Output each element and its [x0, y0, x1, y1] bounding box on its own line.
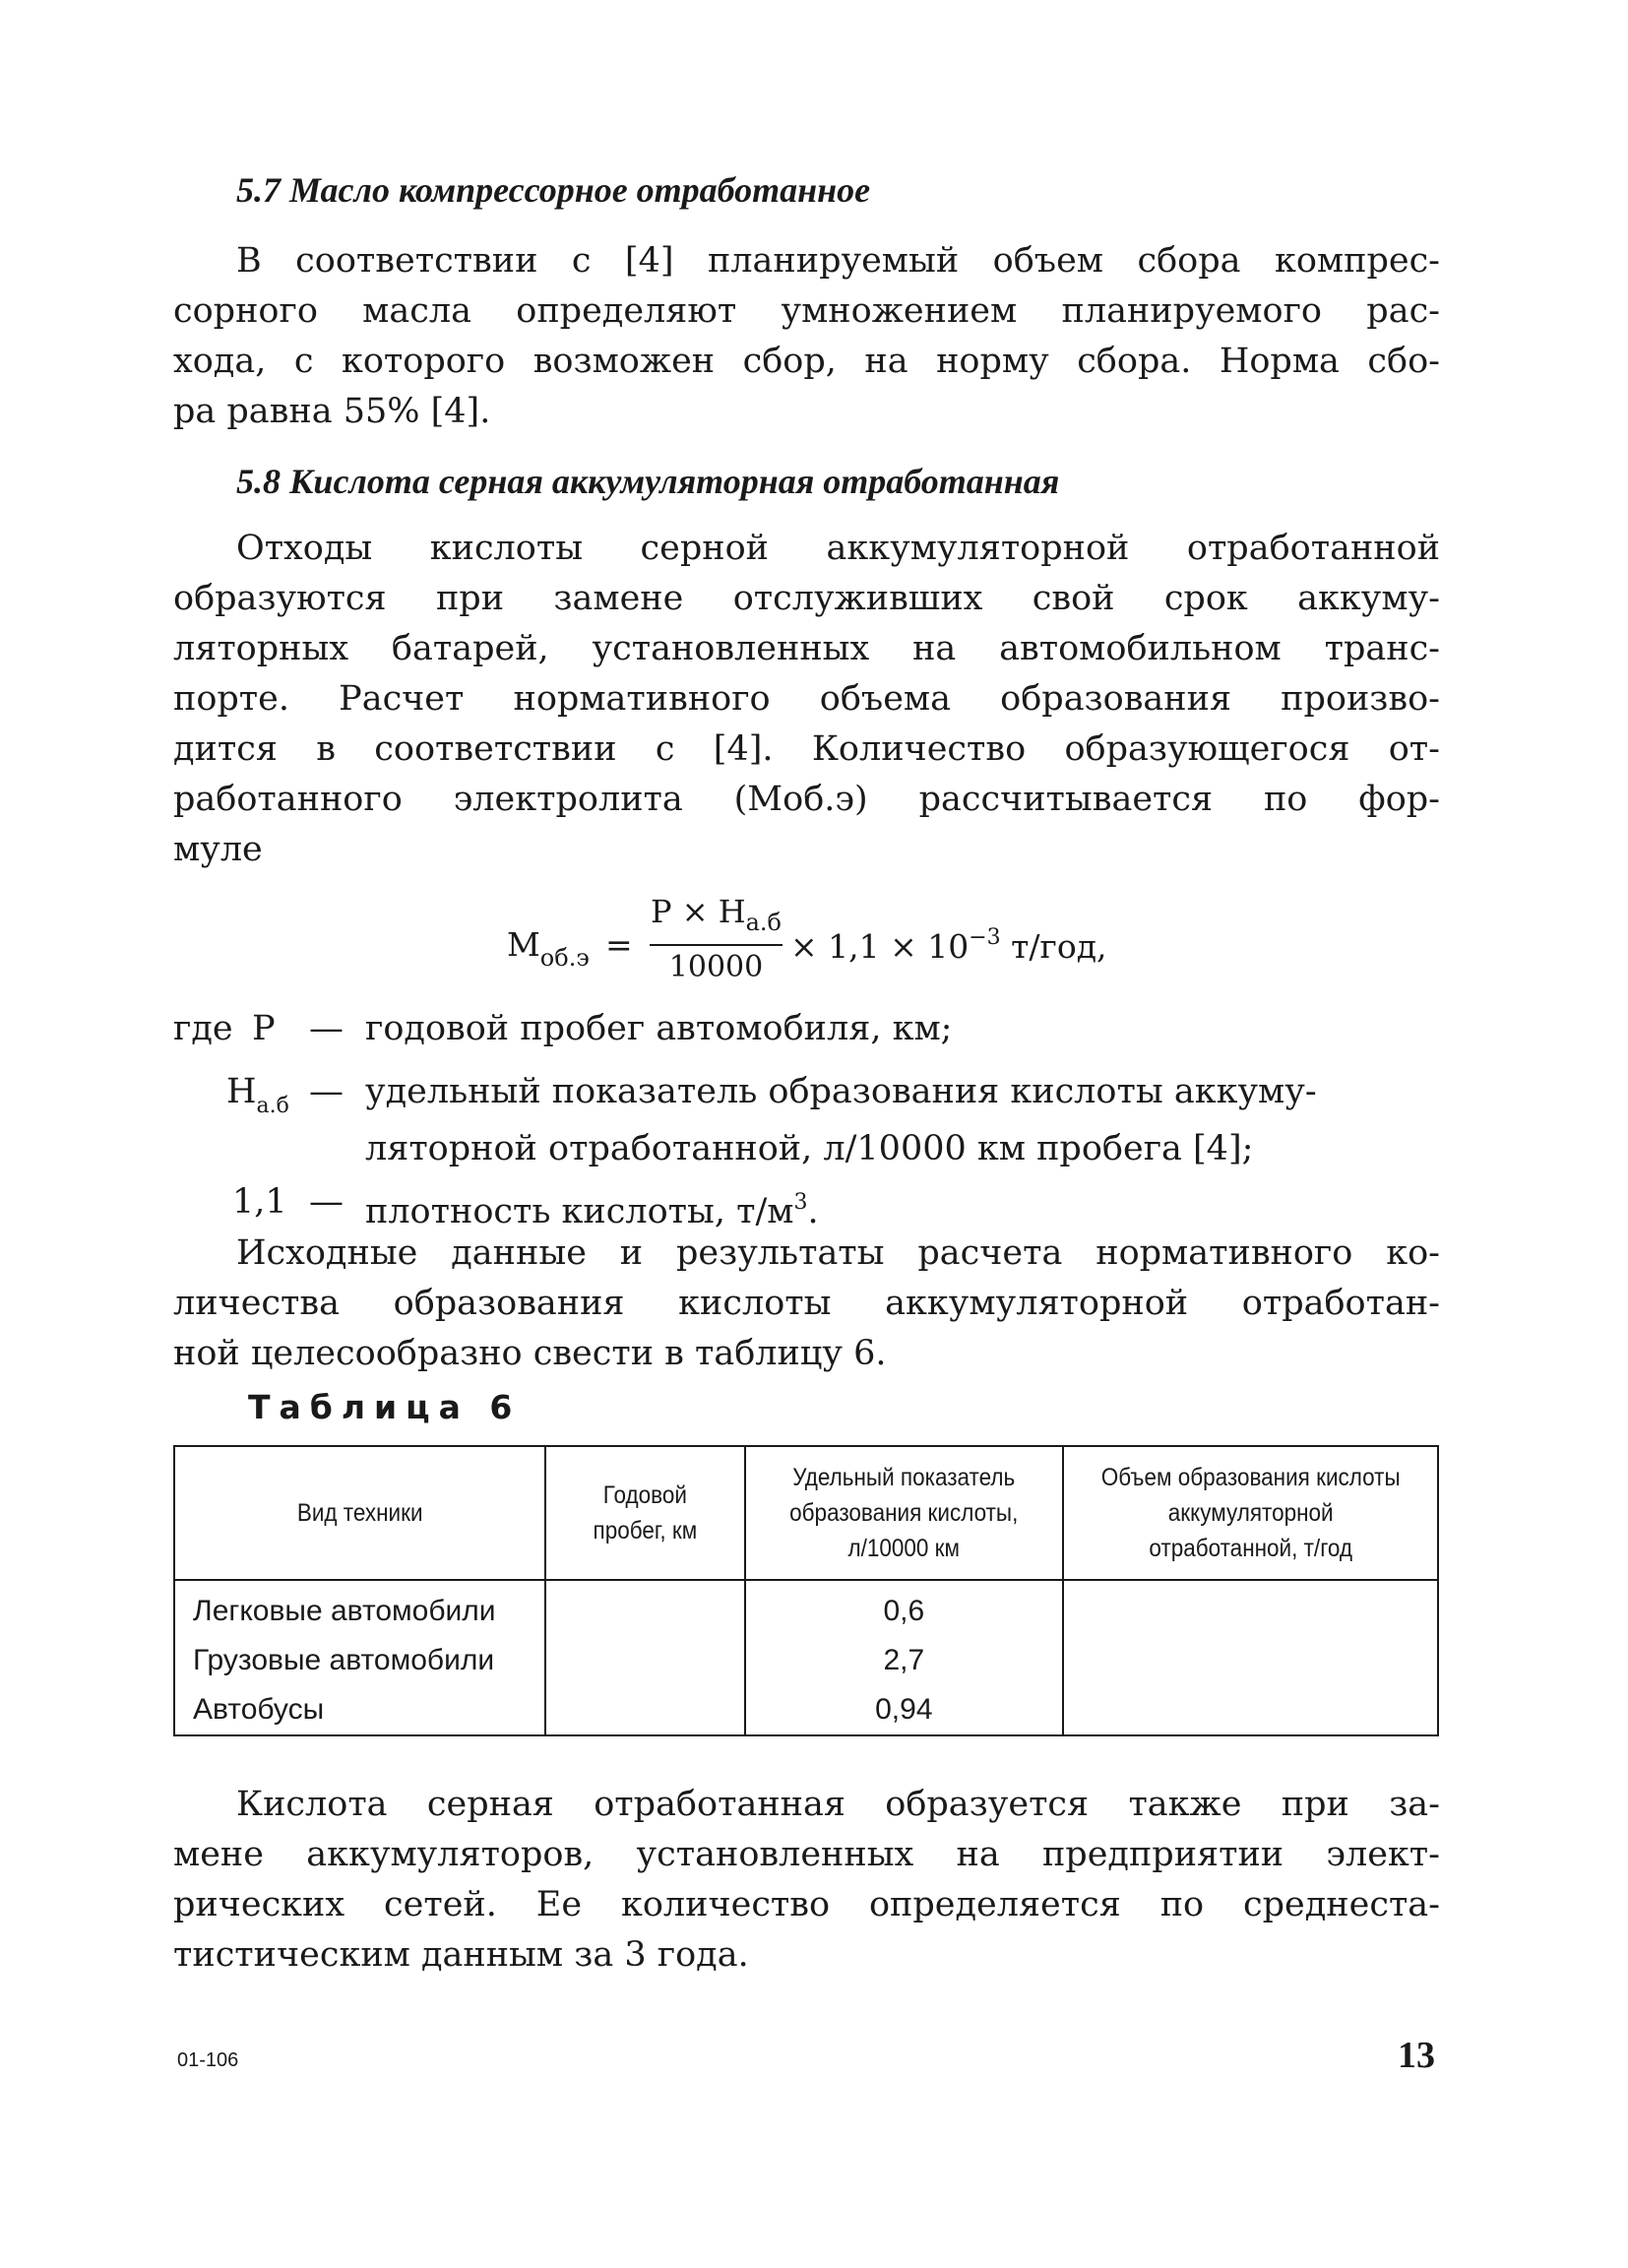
column-header: Годовой пробег, км [556, 1446, 735, 1580]
where-description: удельный показатель образования кислоты аккуму- [365, 1072, 1317, 1111]
text-line: хода, с которого возможен сбор, на норму сбора. Норма сбо- [173, 342, 1440, 381]
where-dash: — [309, 1072, 344, 1111]
table-row [174, 1580, 1438, 1636]
formula-lhs: $M_{об.э}$ [507, 925, 590, 972]
text-line: тистическим данным за 3 года. [173, 1935, 749, 1975]
table-title: Таблица 6 [248, 1388, 522, 1426]
footer-code: 01-106 [177, 2049, 239, 2071]
text-line: ра равна 55% [4]. [173, 392, 491, 431]
table-cell: Грузовые автомобили [174, 1636, 545, 1685]
column-header: Вид техники [193, 1446, 528, 1580]
page-number: 13 [1398, 2035, 1435, 2076]
text-line: Отходы кислоты серной аккумуляторной отработанной [236, 529, 1440, 568]
paragraph-sulfuric-acid [173, 524, 1440, 875]
formula-denominator: 10000 [668, 950, 764, 984]
table-6 [173, 1445, 1439, 1736]
text-line: рических сетей. Ее количество определяется по среднеста- [173, 1885, 1440, 1924]
text-line: В соответствии с [4] планируемый объем сбора компрес- [236, 241, 1440, 281]
section-heading-5-8: 5.8 Кислота серная аккумуляторная отработанная [236, 462, 1060, 501]
formula-equals: = [605, 925, 633, 964]
table-row [174, 1636, 1438, 1685]
table-row [174, 1685, 1438, 1735]
where-description: годовой пробег автомобиля, км; [365, 1009, 953, 1048]
where-description-continued: ляторной отработанной, л/10000 км пробега [4]; [365, 1129, 1254, 1168]
table-cell [1063, 1685, 1438, 1735]
table-cell [1063, 1580, 1438, 1636]
table-cell [1063, 1636, 1438, 1685]
text-line: образуются при замене отслуживших свой срок аккуму- [173, 579, 1440, 618]
text-line: порте. Расчет нормативного объема образования произво- [173, 679, 1440, 719]
where-symbol: 1,1 [232, 1182, 287, 1222]
table-cell: 2,7 [745, 1636, 1062, 1685]
table-cell [545, 1580, 745, 1636]
where-dash: — [309, 1009, 344, 1048]
where-symbol: $H_{а.б}$ [226, 1072, 289, 1118]
column-header: Удельный показатель образования кислоты, л/10000 км [761, 1446, 1046, 1580]
fraction-bar [650, 944, 783, 946]
text-line: ной целесообразно свести в таблицу 6. [173, 1334, 887, 1373]
paragraph-compressor-oil [173, 236, 1440, 437]
formula-rhs: × $1,1 \times 10^{-3}$ т/год, [790, 925, 1107, 966]
table-cell: Автобусы [174, 1685, 545, 1735]
where-dash: — [309, 1182, 344, 1222]
electrolyte-formula [507, 892, 1196, 990]
formula-numerator: $P \times H_{а.б}$ [651, 893, 782, 936]
table-header-row [174, 1446, 1438, 1580]
table-cell [545, 1685, 745, 1735]
text-line: личества образования кислоты аккумуляторной отработан- [173, 1284, 1440, 1323]
table-cell [545, 1636, 745, 1685]
text-line: мене аккумуляторов, установленных на предприятии элект- [173, 1835, 1440, 1874]
formula-fraction [650, 892, 783, 987]
section-heading-5-7: 5.7 Масло компрессорное отработанное [236, 170, 871, 210]
text-line: ляторных батарей, установленных на автомобильном транс- [173, 629, 1440, 668]
paragraph-table-intro [173, 1228, 1440, 1379]
table-cell: 0,94 [745, 1685, 1062, 1735]
where-symbol: P [252, 1009, 276, 1048]
text-line: муле [173, 830, 263, 869]
paragraph-enterprise-batteries [173, 1780, 1440, 1981]
text-line: работанного электролита (Mоб.э) рассчитывается по фор- [173, 780, 1440, 819]
table-cell: Легковые автомобили [174, 1580, 545, 1636]
column-header: Объем образования кислоты аккумуляторной отработанной, т/год [1082, 1446, 1419, 1580]
where-description: плотность кислоты, $т/м^3$. [365, 1190, 819, 1231]
where-lead: где [173, 1009, 233, 1048]
text-line: Исходные данные и результаты расчета нормативного ко- [236, 1233, 1440, 1273]
table-cell: 0,6 [745, 1580, 1062, 1636]
text-line: сорного масла определяют умножением планируемого рас- [173, 291, 1440, 331]
text-line: дится в соответствии с [4]. Количество образующегося от- [173, 729, 1440, 769]
text-line: Кислота серная отработанная образуется также при за- [236, 1785, 1440, 1824]
